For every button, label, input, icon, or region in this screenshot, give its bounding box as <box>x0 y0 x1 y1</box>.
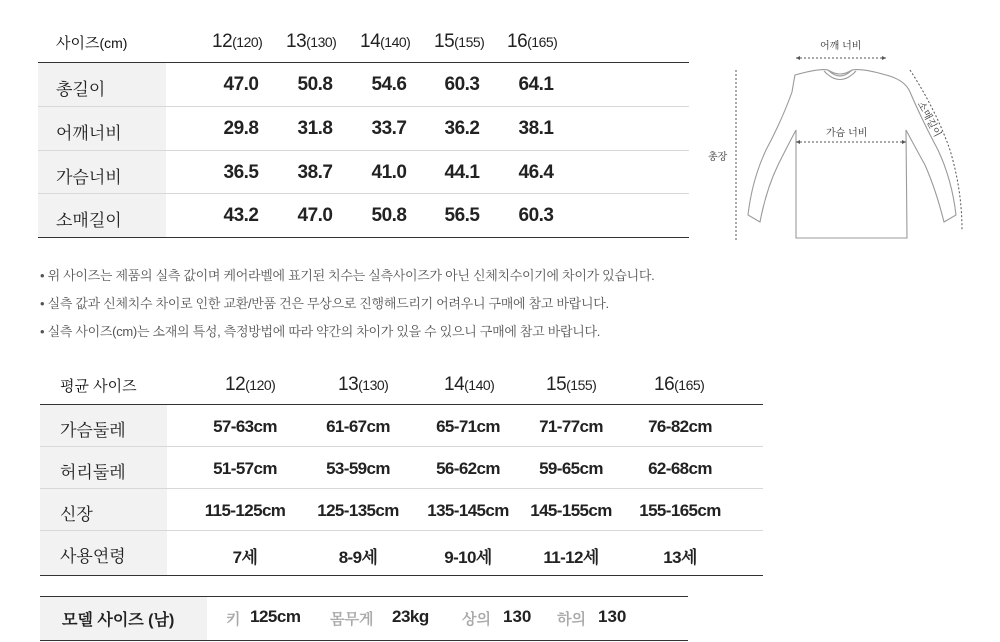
header-label-text: 사이즈 <box>56 35 100 52</box>
size-sub: (155) <box>454 34 485 50</box>
size-num: 16 <box>507 31 528 52</box>
cell: 31.8 <box>297 118 333 139</box>
table2-header-label: 평균 사이즈 <box>60 378 137 395</box>
cell: 56.5 <box>444 205 480 226</box>
cell: 7세 <box>232 548 258 567</box>
size-col-16 <box>507 31 557 53</box>
average-size-table <box>40 367 763 577</box>
cell: 43.2 <box>223 205 259 226</box>
cell: 60.3 <box>444 74 480 95</box>
cell: 57-63cm <box>213 417 277 436</box>
size-sub: (130) <box>358 377 389 393</box>
row-label: 어깨너비 <box>56 124 122 143</box>
cell: 33.7 <box>371 118 407 139</box>
size-num: 15 <box>546 374 567 395</box>
size-col-14 <box>444 374 494 396</box>
model-top-value: 130 <box>503 607 532 626</box>
row-label: 가슴너비 <box>56 168 122 187</box>
note-2: • 실측 값과 신체치수 차이로 인한 교환/반품 건은 무상으로 진행해드리기 어려우니 구매에 참고 바랍니다. <box>40 296 609 311</box>
size-num: 12 <box>212 31 233 52</box>
table-bottom-border <box>38 237 689 238</box>
header-unit: (cm) <box>99 35 128 51</box>
chest-width-label: 가슴 너비 <box>826 128 868 139</box>
row-label: 총길이 <box>56 80 106 99</box>
size-sub: (120) <box>232 34 263 50</box>
cell: 71-77cm <box>539 417 603 436</box>
model-size-label: 모델 사이즈 (남) <box>62 612 175 629</box>
table-row <box>40 489 763 530</box>
table-header-label <box>56 32 127 53</box>
table-row <box>38 107 689 150</box>
size-col-16 <box>654 374 704 396</box>
model-height-key: 키 <box>226 611 241 628</box>
note-3: • 실측 사이즈(cm)는 소재의 특성, 측정방법에 따라 약간의 차이가 있을 수 있으니 구매에 참고 바랍니다. <box>40 324 601 339</box>
size-num: 13 <box>338 374 359 395</box>
cell: 64.1 <box>518 74 554 95</box>
cell: 59-65cm <box>539 459 603 478</box>
table-row <box>40 405 763 446</box>
table-row <box>40 531 763 574</box>
cell: 11-12세 <box>543 548 599 567</box>
cell: 51-57cm <box>213 459 277 478</box>
cell: 41.0 <box>371 162 407 183</box>
cell: 135-145cm <box>427 501 509 520</box>
cell: 76-82cm <box>648 417 712 436</box>
size-col-12 <box>212 31 262 53</box>
size-col-13 <box>338 374 388 396</box>
cell: 61-67cm <box>326 417 390 436</box>
row-label: 허리둘레 <box>60 463 126 482</box>
cell: 54.6 <box>371 74 407 95</box>
size-col-14 <box>360 31 410 53</box>
sleeve-length-label: 소매길이 <box>914 99 943 140</box>
shirt-diagram <box>700 30 980 250</box>
cell: 46.4 <box>518 162 554 183</box>
size-sub: (165) <box>527 34 558 50</box>
size-col-12 <box>225 374 275 396</box>
cell: 47.0 <box>223 74 259 95</box>
row-label: 소매길이 <box>56 211 122 230</box>
cell: 115-125cm <box>204 501 286 520</box>
size-num: 14 <box>444 374 465 395</box>
cell: 50.8 <box>371 205 407 226</box>
model-weight-key: 몸무게 <box>330 611 374 628</box>
size-num: 12 <box>225 374 246 395</box>
cell: 155-165cm <box>639 501 721 520</box>
cell: 60.3 <box>518 205 554 226</box>
cell: 13세 <box>663 548 697 567</box>
cell: 29.8 <box>223 118 259 139</box>
cell: 38.1 <box>518 118 554 139</box>
model-top-key: 상의 <box>462 611 491 628</box>
model-height-value: 125cm <box>250 607 301 626</box>
cell: 47.0 <box>297 205 333 226</box>
cell: 145-155cm <box>530 501 612 520</box>
cell: 65-71cm <box>436 417 500 436</box>
cell: 62-68cm <box>648 459 712 478</box>
row-label: 신장 <box>60 505 93 524</box>
shirt-outline-icon <box>700 30 980 250</box>
size-sub: (120) <box>245 377 276 393</box>
cell: 53-59cm <box>326 459 390 478</box>
cell: 125-135cm <box>317 501 399 520</box>
size-col-15 <box>434 31 484 53</box>
size-col-15 <box>546 374 596 396</box>
size-num: 14 <box>360 31 381 52</box>
size-num: 15 <box>434 31 455 52</box>
cell: 36.2 <box>444 118 480 139</box>
table-row <box>38 151 689 194</box>
table-row <box>38 194 689 237</box>
size-col-13 <box>286 31 336 53</box>
cell: 36.5 <box>223 162 259 183</box>
model-bottom-border <box>40 640 688 641</box>
model-bottom-value: 130 <box>598 607 627 626</box>
total-length-label: 총장 <box>708 152 728 163</box>
size-sub: (130) <box>306 34 337 50</box>
cell: 56-62cm <box>436 459 500 478</box>
size-num: 16 <box>654 374 675 395</box>
row-label: 사용연령 <box>60 547 126 566</box>
shoulder-width-label: 어깨 너비 <box>820 41 862 52</box>
size-sub: (155) <box>566 377 597 393</box>
size-sub: (140) <box>380 34 411 50</box>
cell: 9-10세 <box>444 548 492 567</box>
row-label: 가슴둘레 <box>60 421 126 440</box>
size-table <box>38 22 689 238</box>
model-weight-value: 23kg <box>392 607 429 626</box>
cell: 44.1 <box>444 162 480 183</box>
table-row <box>38 63 689 106</box>
cell: 50.8 <box>297 74 333 95</box>
cell: 38.7 <box>297 162 333 183</box>
model-bottom-key: 하의 <box>557 611 586 628</box>
size-sub: (140) <box>464 377 495 393</box>
note-1: • 위 사이즈는 제품의 실측 값이며 케어라벨에 표기된 치수는 실측사이즈가 아닌 신체치수이기에 차이가 있습니다. <box>40 268 655 283</box>
size-num: 13 <box>286 31 307 52</box>
size-sub: (165) <box>674 377 705 393</box>
table-bottom-border <box>40 575 763 576</box>
cell: 8-9세 <box>338 548 378 567</box>
table-row <box>40 447 763 488</box>
